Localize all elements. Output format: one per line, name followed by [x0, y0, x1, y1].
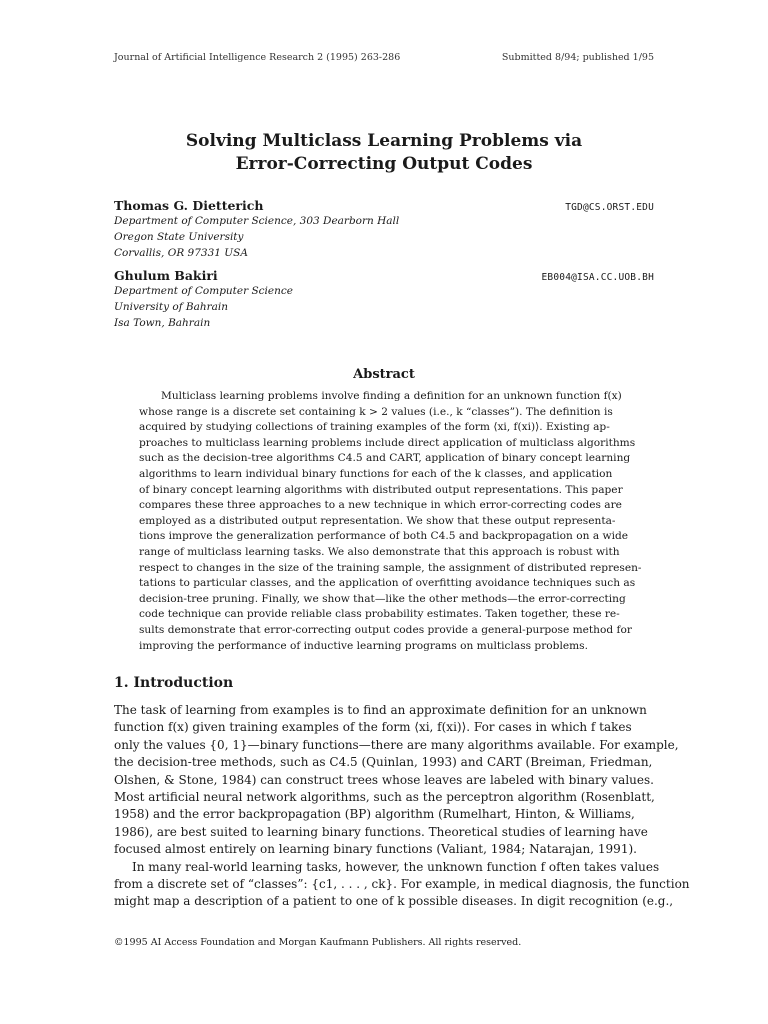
abstract-line: proaches to multiclass learning problems include direct application of multiclass algorithms [139, 436, 636, 449]
body-line: Most artificial neural network algorithms, such as the perceptron algorithm (Rosenblatt, [114, 790, 655, 805]
abstract-line: decision-tree pruning. Finally, we show that—like the other methods—the error-correcting [139, 592, 626, 605]
abstract-line: compares these three approaches to a new technique in which error-correcting codes are [139, 499, 622, 512]
abstract-line: range of multiclass learning tasks. We also demonstrate that this approach is robust with [139, 545, 620, 558]
abstract-text [139, 389, 642, 654]
body-line: In many real-world learning tasks, however, the unknown function f often takes values [132, 859, 660, 874]
paper-title [114, 130, 654, 176]
body-line: only the values {0, 1}—binary functions—there are many algorithms available. For example, [114, 737, 679, 752]
abstract-heading: Abstract [353, 367, 415, 382]
body-line: from a discrete set of “classes”: {c1, . . . , ck}. For example, in medical diagnosis, the function [114, 877, 690, 892]
affiliation-line: Department of Computer Science [114, 285, 293, 297]
body-line: might map a description of a patient to one of k possible diseases. In digit recognition (e.g., [114, 894, 674, 909]
body-line: focused almost entirely on learning binary functions (Valiant, 1984; Natarajan, 1991). [114, 842, 637, 857]
journal-citation: Journal of Artificial Intelligence Research 2 (1995) 263-286 [114, 52, 401, 63]
author-email: EB004@ISA.CC.UOB.BH [541, 272, 654, 283]
abstract-line: such as the decision-tree algorithms C4.5 and CART, application of binary concept learning [139, 452, 631, 465]
abstract-line: of binary concept learning algorithms with distributed output representations. This paper [139, 483, 623, 496]
abstract-line: code technique can provide reliable class probability estimates. Taken together, these re- [139, 608, 620, 621]
abstract-line: Multiclass learning problems involve finding a definition for an unknown function f(x) [161, 390, 622, 402]
body-line: Olshen, & Stone, 1984) can construct trees whose leaves are labeled with binary values. [114, 772, 654, 787]
submission-dates: Submitted 8/94; published 1/95 [501, 52, 654, 63]
author-affiliation [114, 283, 654, 331]
abstract-line: tations to particular classes, and the application of overfitting avoidance techniques such as [139, 577, 636, 590]
affiliation-line: Corvallis, OR 97331 USA [114, 247, 248, 259]
author-affiliation [114, 213, 654, 261]
introduction-text [114, 702, 690, 911]
author-email: TGD@CS.ORST.EDU [565, 202, 654, 213]
author-name: Thomas G. Dietterich [114, 198, 264, 213]
affiliation-line: Oregon State University [114, 231, 244, 243]
author-block-1 [114, 198, 654, 261]
body-line: 1958) and the error backpropagation (BP) algorithm (Rumelhart, Hinton, & Williams, [114, 807, 635, 822]
title-line-1: Solving Multiclass Learning Problems via [185, 131, 583, 151]
abstract-line: algorithms to learn individual binary functions for each of the k classes, and application [139, 467, 613, 480]
author-name: Ghulum Bakiri [114, 268, 218, 283]
author-block-2 [114, 268, 654, 331]
abstract-line: sults demonstrate that error-correcting output codes provide a general-purpose method for [139, 623, 632, 636]
body-line: 1986), are best suited to learning binary functions. Theoretical studies of learning have [114, 824, 648, 839]
body-line: function f(x) given training examples of the form ⟨xi, f(xi)⟩. For cases in which f takes [114, 720, 632, 735]
copyright-footer: ©1995 AI Access Foundation and Morgan Kaufmann Publishers. All rights reserved. [114, 937, 522, 948]
affiliation-line: Department of Computer Science, 303 Dearborn Hall [114, 215, 400, 227]
abstract-line: acquired by studying collections of training examples of the form ⟨xi, f(xi)⟩. Existing ap- [139, 421, 610, 434]
section-heading: 1. Introduction [114, 675, 234, 691]
affiliation-line: Isa Town, Bahrain [114, 317, 211, 329]
title-line-2: Error-Correcting Output Codes [235, 154, 533, 174]
body-line: the decision-tree methods, such as C4.5 (Quinlan, 1993) and CART (Breiman, Friedman, [114, 755, 653, 770]
abstract-line: respect to changes in the size of the training sample, the assignment of distributed represen- [139, 561, 642, 574]
abstract-line: whose range is a discrete set containing k > 2 values (i.e., k “classes”). The definition is [139, 405, 613, 418]
affiliation-line: University of Bahrain [114, 301, 229, 313]
running-header [114, 52, 654, 63]
abstract-line: improving the performance of inductive learning programs on multiclass problems. [139, 639, 588, 652]
body-line: The task of learning from examples is to find an approximate definition for an unknown [114, 703, 647, 717]
abstract-line: tions improve the generalization performance of both C4.5 and backpropagation on a wide [139, 530, 629, 543]
abstract-line: employed as a distributed output representation. We show that these output representa- [139, 514, 616, 527]
